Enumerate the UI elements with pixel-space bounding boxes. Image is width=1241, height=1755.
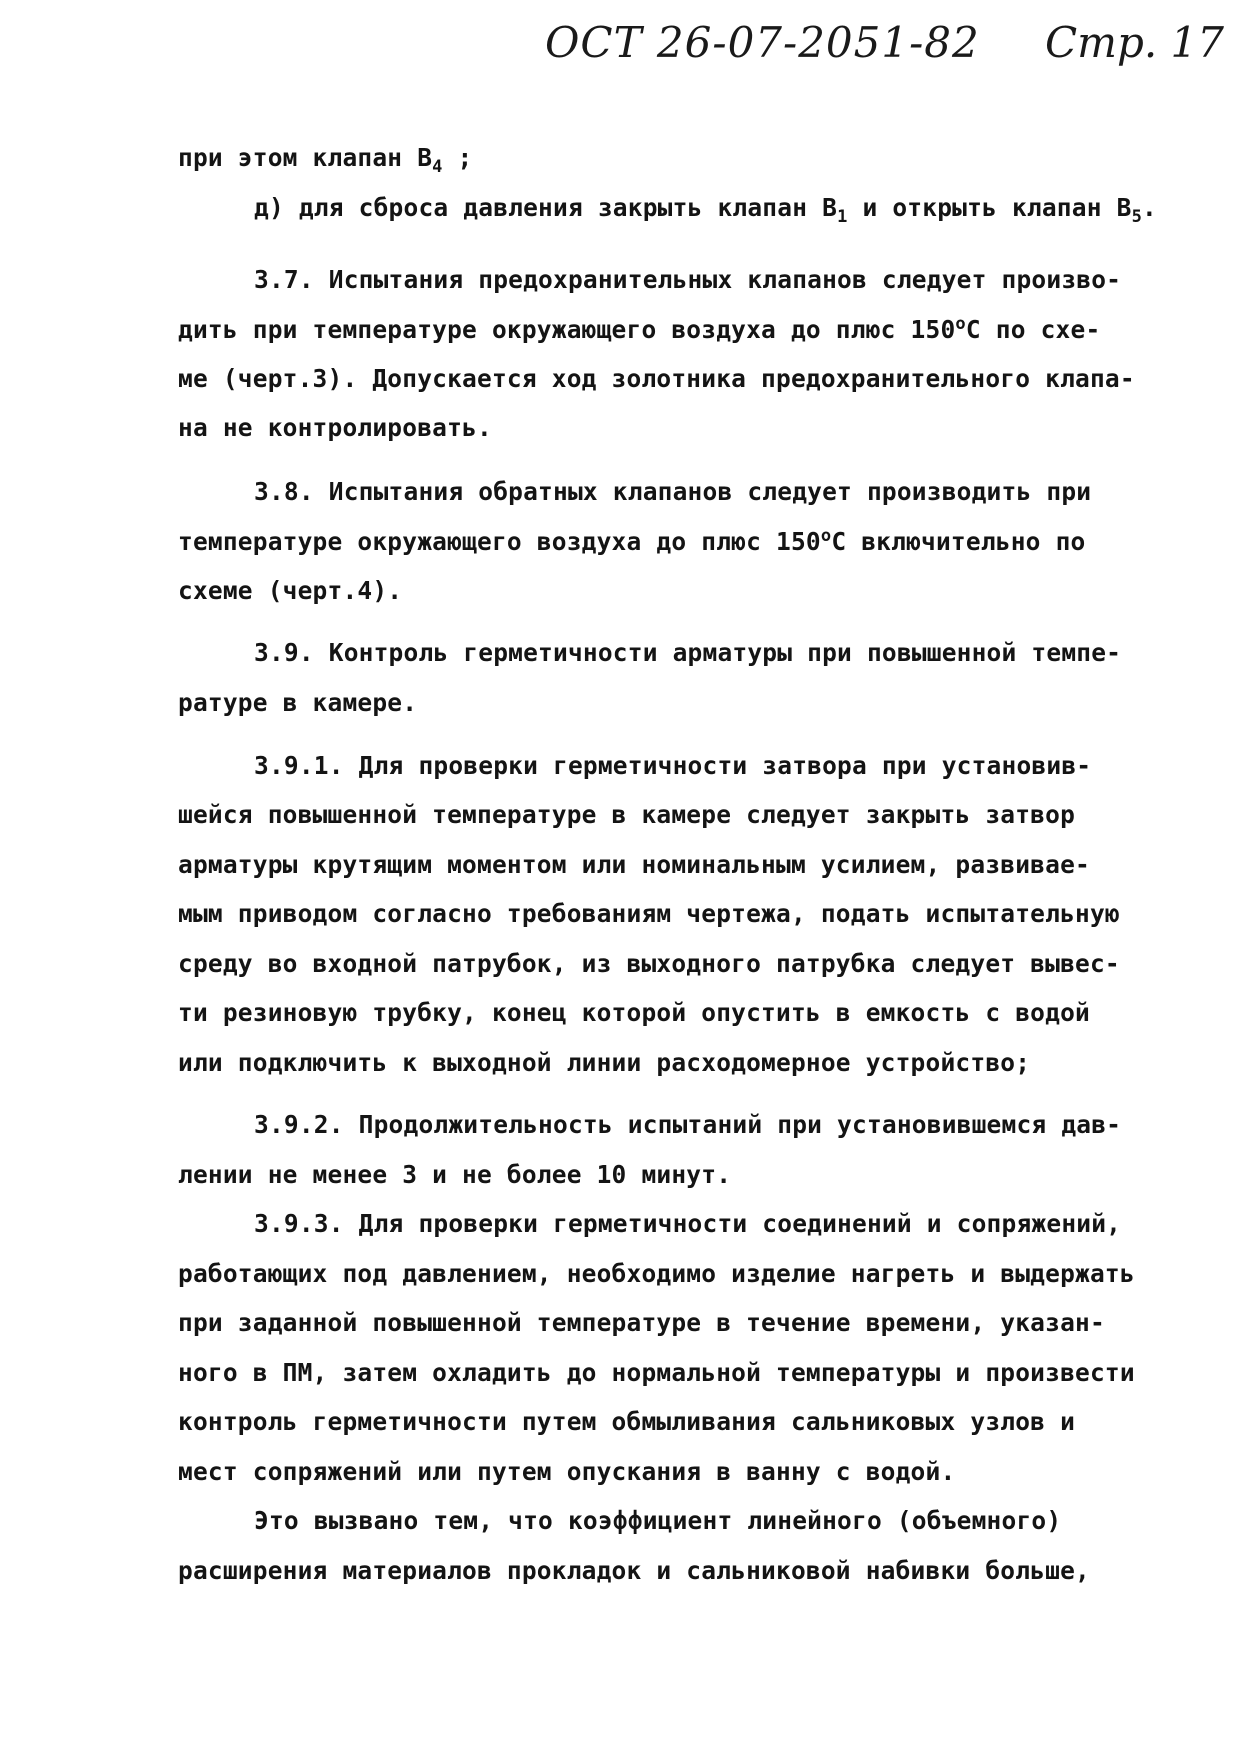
- text-line: среду во входной патрубок, из выходного патрубка следует вывес-: [178, 949, 1120, 978]
- text-line: 3.9.3. Для проверки герметичности соединений и сопряжений,: [254, 1209, 1122, 1238]
- text-line: схеме (черт.4).: [178, 576, 403, 605]
- text-line: ратуре в камере.: [178, 688, 418, 717]
- text-line: работающих под давлением, необходимо изделие нагреть и выдержать: [178, 1259, 1135, 1288]
- text-line: ти резиновую трубку, конец которой опустить в емкость с водой: [178, 998, 1090, 1027]
- text-line: мым приводом согласно требованиям чертежа, подать испытательную: [178, 899, 1120, 928]
- text-line: шейся повышенной температуре в камере следует закрыть затвор: [178, 800, 1076, 829]
- text-line: при этом клапан $В_4$ ;: [178, 143, 473, 177]
- text-line: арматуры крутящим моментом или номинальным усилием, развивае-: [178, 850, 1090, 879]
- text-line: мест сопряжений или путем опускания в ванну с водой.: [178, 1457, 956, 1486]
- text-line: температуре окружающего воздуха до плюс $150^оС$ включительно по: [178, 526, 1086, 557]
- text-line: ме (черт.3). Допускается ход золотника предохранительного клапа-: [178, 364, 1135, 393]
- text-line: 3.9.2. Продолжительность испытаний при установившемся дав-: [254, 1110, 1122, 1139]
- text-line: 3.9. Контроль герметичности арматуры при повышенной темпе-: [254, 638, 1122, 667]
- text-line: лении не менее 3 и не более 10 минут.: [178, 1160, 732, 1189]
- text-line: контроль герметичности путем обмыливания сальниковых узлов и: [178, 1407, 1076, 1436]
- text-line: или подключить к выходной линии расходомерное устройство;: [178, 1048, 1031, 1077]
- text-line: Это вызвано тем, что коэффициент линейного (объемного): [254, 1506, 1062, 1535]
- text-line: дить при температуре окружающего воздуха до плюс $150^оС$ по схе-: [178, 314, 1101, 345]
- text-line: при заданной повышенной температуре в течение времени, указан-: [178, 1308, 1105, 1337]
- text-line: на не контролировать.: [178, 413, 492, 442]
- text-line: д) для сброса давления закрыть клапан $В_1$ и открыть клапан $В_5$.: [254, 193, 1157, 227]
- text-line: расширения материалов прокладок и сальниковой набивки больше,: [178, 1556, 1090, 1585]
- page-number: Стр. 17: [1045, 18, 1224, 67]
- text-line: 3.8. Испытания обратных клапанов следует производить при: [254, 477, 1092, 506]
- text-line: 3.7. Испытания предохранительных клапанов следует произво-: [254, 265, 1122, 294]
- document-number: ОСТ 26-07-2051-82: [545, 18, 980, 67]
- text-line: 3.9.1. Для проверки герметичности затвора при установив-: [254, 751, 1092, 780]
- text-line: ного в ПМ, затем охладить до нормальной температуры и произвести: [178, 1358, 1135, 1387]
